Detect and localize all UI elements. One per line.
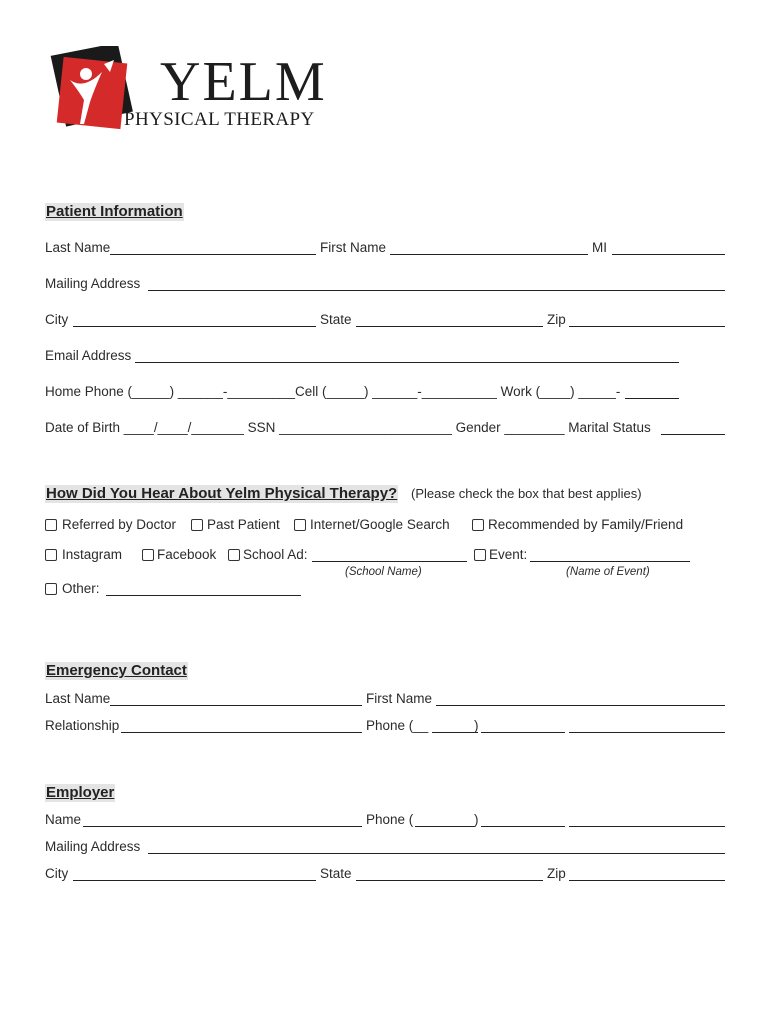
logo-tagline-text: PHYSICAL THERAPY [124, 109, 315, 130]
employer-state-field[interactable] [356, 866, 543, 881]
employer-address-row [45, 839, 725, 855]
employer-city-field[interactable] [73, 866, 316, 881]
employer-city-label: City [45, 866, 69, 881]
employer-name-row [45, 812, 725, 828]
employer-zip-label: Zip [547, 866, 566, 881]
dob-ssn-gender-label: Date of Birth ____/____/_______ SSN _______________________ Gender ________ Marital Status [45, 420, 651, 435]
checkbox-icon[interactable] [191, 519, 203, 531]
emergency-area-code-field[interactable] [432, 718, 478, 733]
employer-phone-number-field[interactable] [569, 812, 725, 827]
patient-name-row [45, 240, 725, 256]
zip-field[interactable] [569, 312, 725, 327]
logo-brand-text: YELM [160, 51, 327, 113]
emergency-phone-label: Phone (__ [366, 718, 429, 733]
phone-row [45, 384, 725, 400]
mailing-address-field[interactable] [148, 276, 725, 291]
mailing-address-label: Mailing Address [45, 276, 141, 291]
option-recommended: Recommended by Family/Friend [488, 517, 684, 532]
employer-mailing-address-field[interactable] [148, 839, 725, 854]
dob-row [45, 420, 725, 436]
checkbox-icon[interactable] [45, 519, 57, 531]
state-field[interactable] [356, 312, 543, 327]
patient-information-heading: Patient Information [46, 203, 183, 220]
event-name-hint: (Name of Event) [566, 566, 650, 578]
checkbox-icon[interactable] [474, 549, 486, 561]
marital-status-field[interactable] [661, 420, 725, 435]
checkbox-icon[interactable] [45, 583, 57, 595]
email-row [45, 348, 725, 364]
option-school-ad: School Ad: [243, 547, 308, 562]
checkbox-icon[interactable] [142, 549, 154, 561]
mi-field[interactable] [612, 240, 725, 255]
relationship-field[interactable] [121, 718, 362, 733]
city-state-zip-row [45, 312, 725, 328]
employer-zip-field[interactable] [569, 866, 725, 881]
checkbox-icon[interactable] [472, 519, 484, 531]
emergency-phone-prefix-field[interactable] [481, 718, 565, 733]
zip-label: Zip [547, 312, 566, 327]
city-label: City [45, 312, 69, 327]
referral-heading: How Did You Hear About Yelm Physical Therapy? [46, 485, 398, 502]
referral-options-row-3 [45, 581, 725, 597]
employer-name-field[interactable] [83, 812, 362, 827]
email-label: Email Address [45, 348, 132, 363]
emergency-phone-close: ) [474, 718, 479, 733]
option-past-patient: Past Patient [207, 517, 280, 532]
referral-note: (Please check the box that best applies) [411, 486, 642, 501]
yelm-logo [44, 46, 327, 146]
emergency-first-name-label: First Name [366, 691, 433, 706]
email-field[interactable] [135, 348, 679, 363]
referral-options-row-1 [45, 517, 725, 533]
option-internet-search: Internet/Google Search [310, 517, 450, 532]
employer-state-label: State [320, 866, 352, 881]
referral-options-row-2 [45, 547, 725, 563]
option-other: Other: [62, 581, 100, 596]
employer-phone-prefix-field[interactable] [481, 812, 565, 827]
emergency-last-name-field[interactable] [110, 691, 362, 706]
employer-phone-label: Phone ( [366, 812, 414, 827]
employer-city-row [45, 866, 725, 882]
phone-label: Home Phone (_____) ______-_________Cell (_____) ______-__________ Work (____) _____- [45, 384, 621, 399]
option-referred-by-doctor: Referred by Doctor [62, 517, 177, 532]
relationship-label: Relationship [45, 718, 120, 733]
last-name-label: Last Name [45, 240, 111, 255]
employer-mailing-address-label: Mailing Address [45, 839, 141, 854]
school-name-field[interactable] [312, 547, 467, 562]
event-name-field[interactable] [530, 547, 690, 562]
mi-label: MI [592, 240, 607, 255]
state-label: State [320, 312, 352, 327]
emergency-contact-heading: Emergency Contact [46, 662, 187, 679]
first-name-field[interactable] [390, 240, 588, 255]
last-name-field[interactable] [110, 240, 316, 255]
other-field[interactable] [106, 581, 301, 596]
checkbox-icon[interactable] [45, 549, 57, 561]
city-field[interactable] [73, 312, 316, 327]
checkbox-icon[interactable] [228, 549, 240, 561]
mailing-address-row [45, 276, 725, 292]
emergency-first-name-field[interactable] [436, 691, 725, 706]
option-instagram: Instagram [62, 547, 123, 562]
logo-mark-icon [44, 46, 154, 146]
option-facebook: Facebook [157, 547, 217, 562]
first-name-label: First Name [320, 240, 387, 255]
school-name-hint: (School Name) [345, 566, 422, 578]
emergency-name-row [45, 691, 725, 707]
employer-area-code-field[interactable] [415, 812, 475, 827]
emergency-phone-number-field[interactable] [569, 718, 725, 733]
employer-heading: Employer [46, 784, 115, 801]
checkbox-icon[interactable] [294, 519, 306, 531]
employer-name-label: Name [45, 812, 82, 827]
work-phone-field[interactable] [625, 384, 679, 399]
option-event: Event: [489, 547, 528, 562]
emergency-relationship-row [45, 718, 725, 734]
employer-phone-close: ) [474, 812, 479, 827]
emergency-last-name-label: Last Name [45, 691, 111, 706]
